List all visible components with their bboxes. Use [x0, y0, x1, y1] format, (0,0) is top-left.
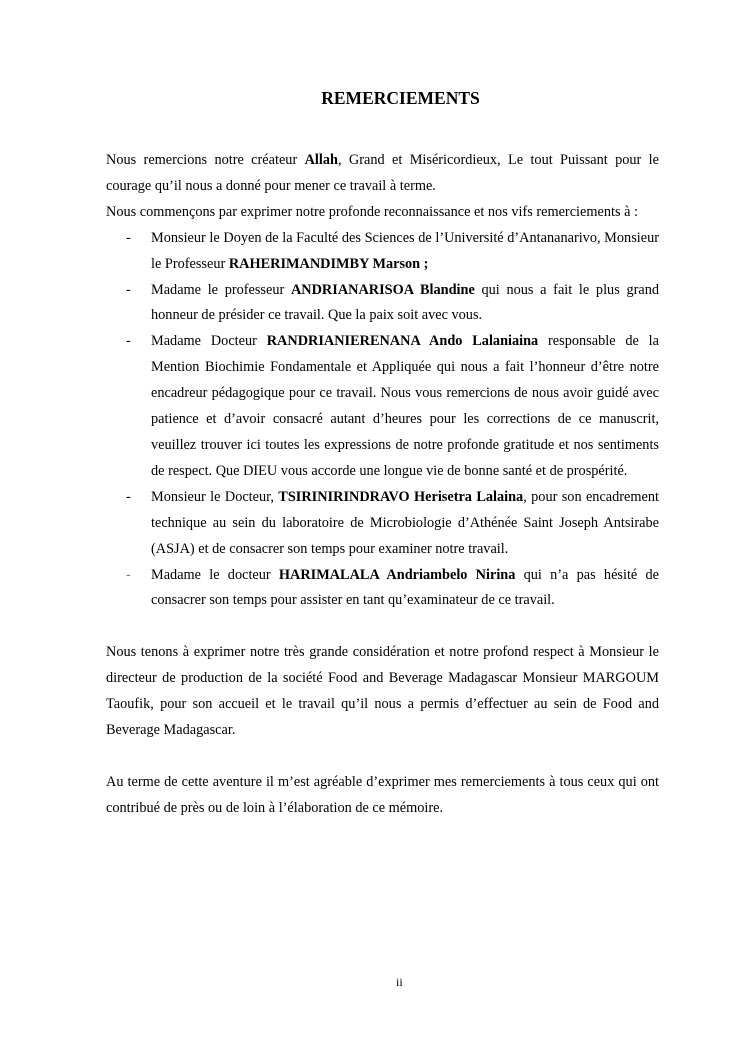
paragraph-director: Nous tenons à exprimer notre très grande considération et notre profond respect à Monsieur le directeur de production de la société Food and Beverage Madagascar Monsieur MARGOUM Taoufik, pour son accueil et le travail qu’il nous a permis d’effectuer au sein de Food and Beverage Madagascar. — [106, 644, 659, 739]
intro-text-2: , Grand et Miséricordieux, Le tout Puissant pour le courage qu’il nous a donné pour mener ce travail à terme. — [106, 152, 659, 194]
intro-paragraph-1 — [106, 148, 659, 200]
list-item-text-rest: qui nous a fait le plus grand honneur de présider ce travail. Que la paix soit avec vous. — [151, 281, 659, 324]
list-item — [106, 278, 659, 330]
list-item-name: TSIRINIRINDRAVO Herisetra Lalaina — [278, 488, 524, 505]
list-item-text-rest: responsable de la Mention Biochimie Fondamentale et Appliquée qui nous a fait l’honneur d’être notre encadreur pédagogique pour ce travail. Nous vous remercions de nous avoir guidé avec patience et d’avoir consacré autant d’heures pour les corrections de ce manuscrit, veuillez trouver ici toutes les expressions de notre profonde gratitude et nos sentiments de respect. Que DIEU vous accorde une longue vie de bonne santé et de prospérité. — [151, 333, 659, 479]
intro-name-allah: Allah — [304, 152, 338, 168]
list-item — [106, 485, 659, 563]
list-item-name: RANDRIANIERENANA Ando Lalaniaina — [266, 333, 539, 350]
list-item — [106, 563, 659, 615]
list-dash: - — [126, 488, 131, 505]
list-item — [106, 329, 659, 484]
list-item-name: ANDRIANARISOA Blandine — [290, 281, 475, 298]
list-item — [106, 226, 659, 278]
list-item-text-rest: qui n’a pas hésité de consacrer son temps pour assister en tant qu’examinateur de ce travail. — [151, 566, 659, 609]
list-item-text: Madame Docteur — [151, 333, 267, 350]
list-dash: - — [126, 229, 131, 246]
thanks-list — [106, 226, 659, 615]
list-item-name: HARIMALALA Andriambelo Nirina — [278, 566, 516, 583]
acknowledgements-body — [106, 148, 659, 822]
spacer — [106, 614, 659, 640]
paragraph-closing: Au terme de cette aventure il m’est agréable d’exprimer mes remerciements à tous ceux qui ont contribué de près ou de loin à l’élaboration de ce mémoire. — [106, 773, 659, 816]
intro-paragraph-2: Nous commençons par exprimer notre profonde reconnaissance et nos vifs remerciements à : — [106, 203, 638, 220]
list-dash: - — [126, 333, 131, 350]
list-item-text: Madame le docteur — [151, 566, 279, 583]
page-number: ii — [396, 975, 403, 989]
list-item-text: Monsieur le Doyen de la Faculté des Sciences de l’Université d’Antananarivo, Monsieur le Professeur — [151, 229, 659, 272]
intro-text-1: Nous remercions notre créateur — [106, 152, 305, 168]
list-item-name: RAHERIMANDIMBY Marson ; — [228, 255, 429, 272]
list-dash: - — [126, 566, 131, 583]
list-dash: - — [126, 281, 131, 298]
list-item-text: Madame le professeur — [151, 281, 291, 298]
list-item-text: Monsieur le Docteur, — [151, 488, 279, 505]
page-title: REMERCIEMENTS — [321, 88, 480, 108]
list-item-text-rest: , pour son encadrement technique au sein du laboratoire de Microbiologie d’Athénée Saint Joseph Antsirabe (ASJA) et de consacrer son temps pour examiner notre travail. — [151, 488, 659, 557]
spacer — [106, 744, 659, 770]
